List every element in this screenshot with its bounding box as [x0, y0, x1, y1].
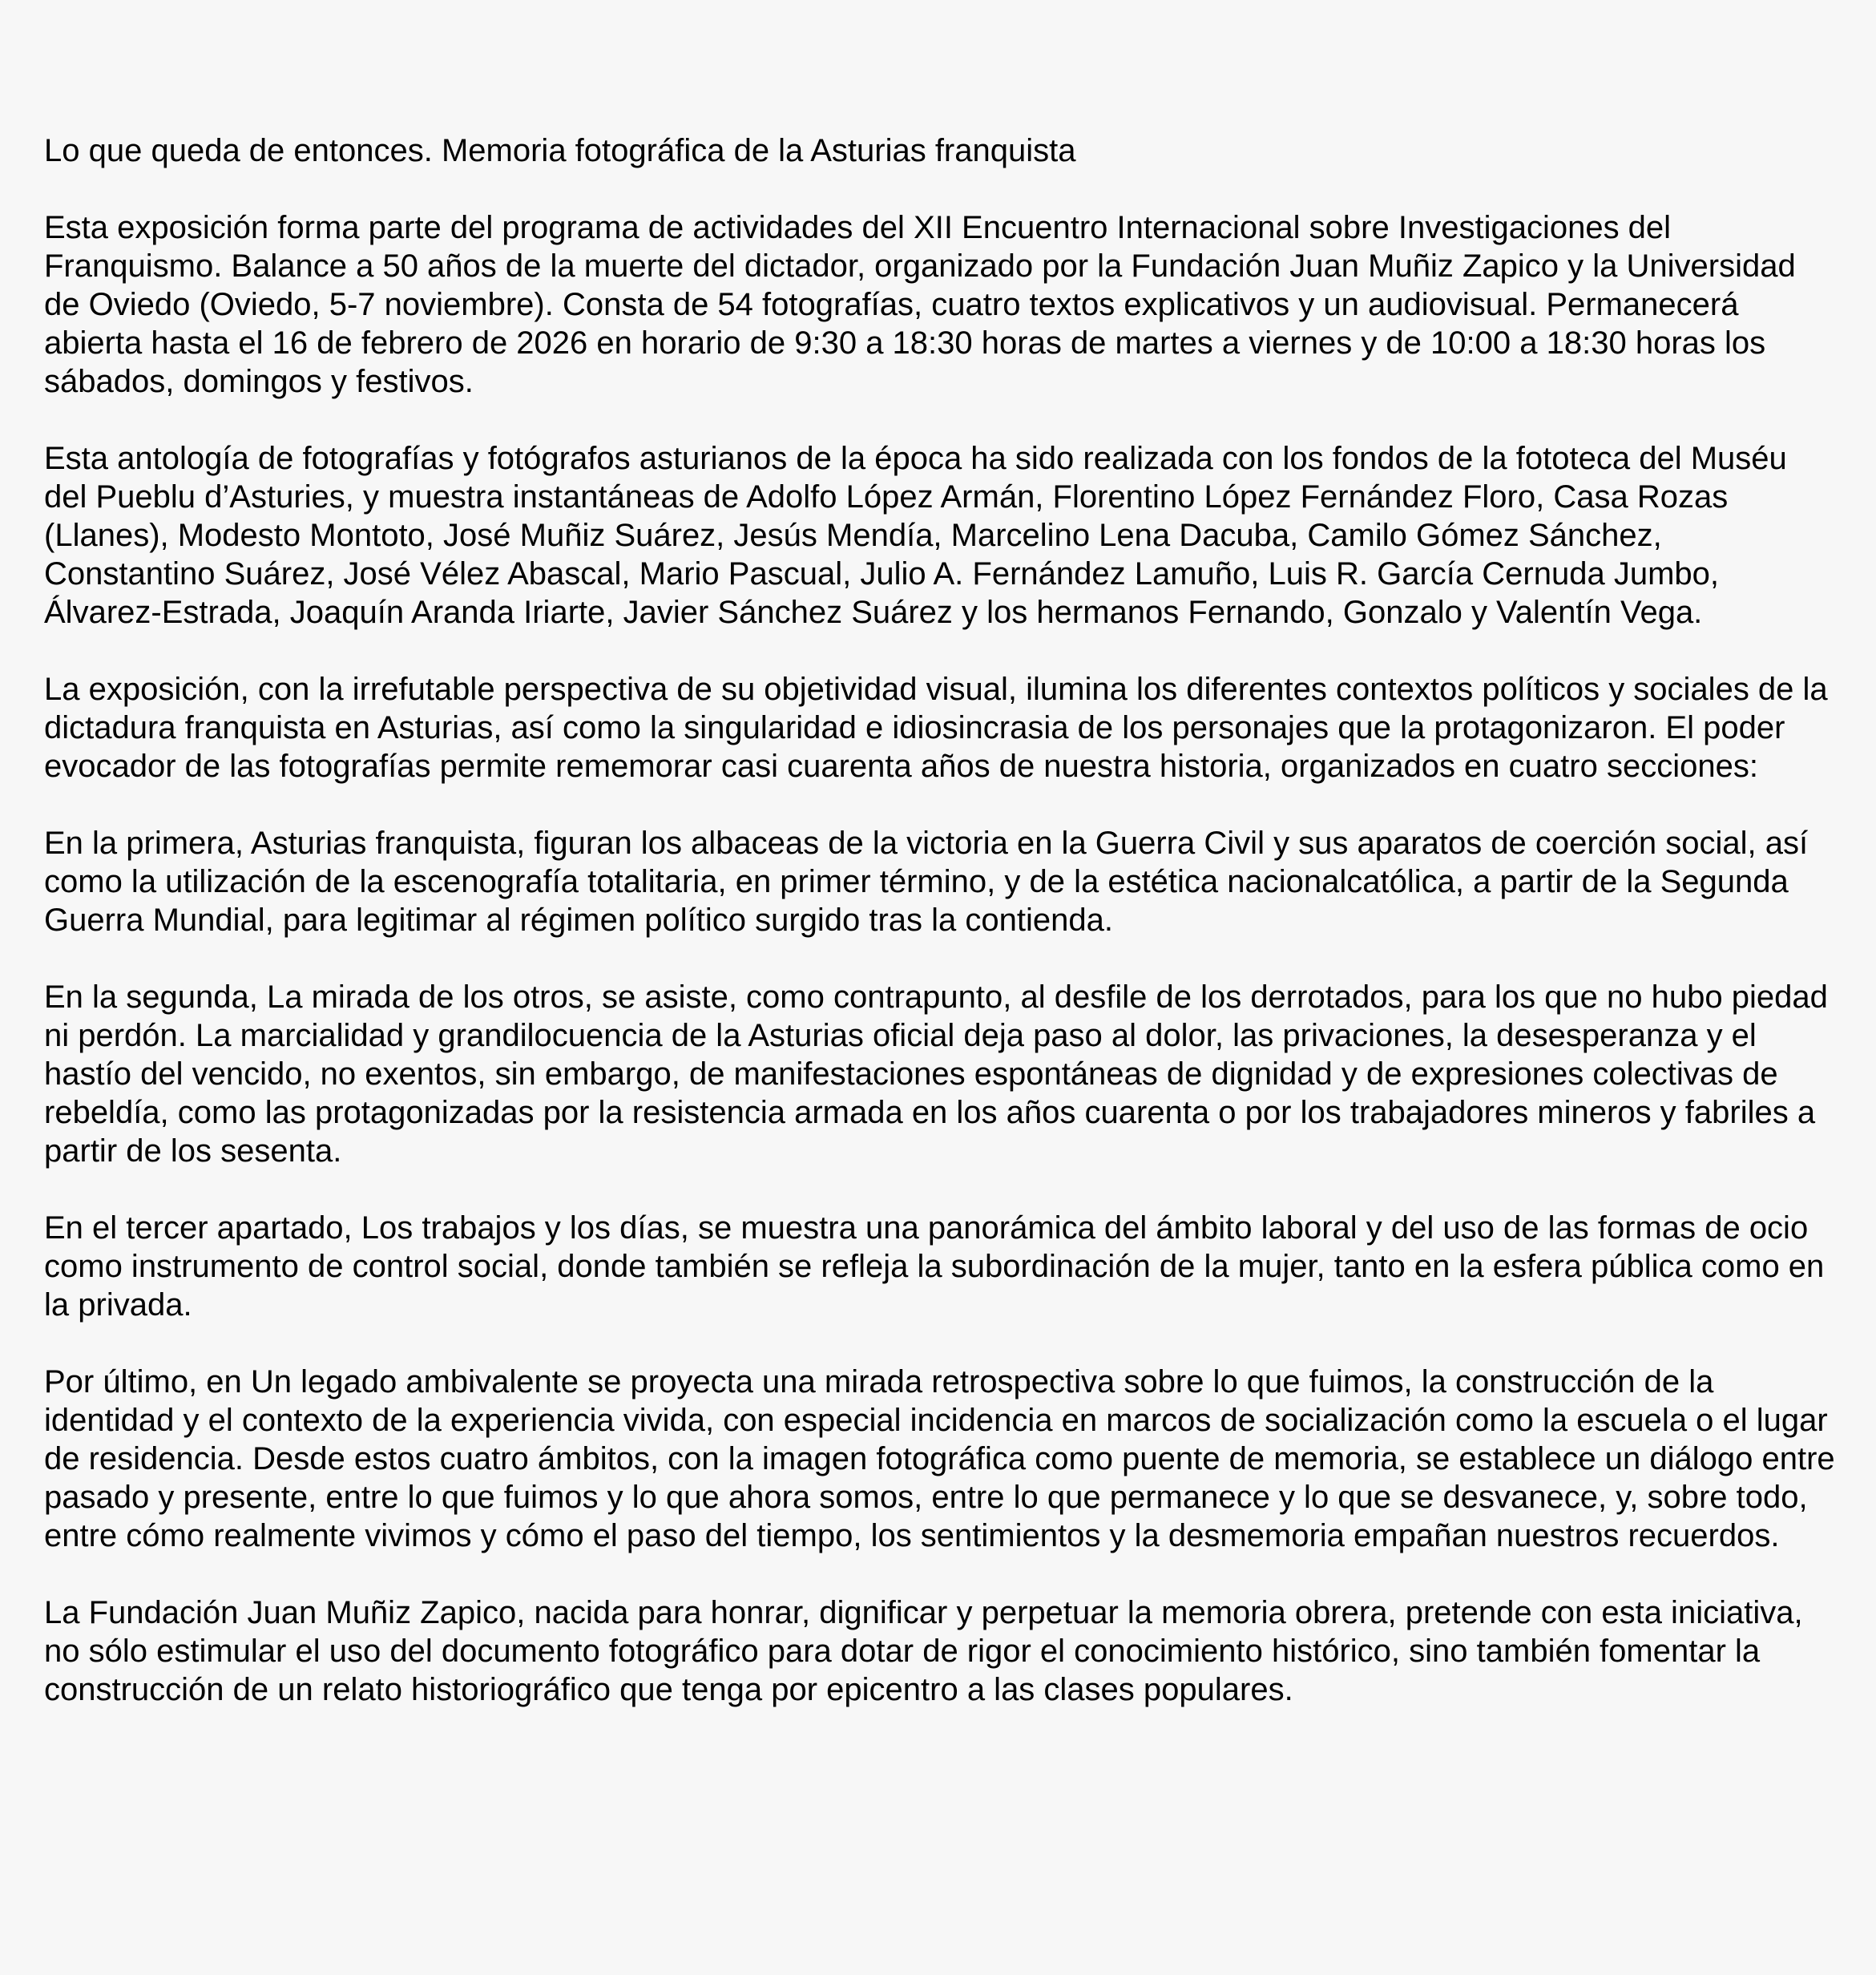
- paragraph-antologia-fotografos: Esta antología de fotografías y fotógrafos asturianos de la época ha sido realizada con los fondos de la fototeca del Muséu del Pueblu d’Asturies, y muestra instantáneas de Adolfo López Armán, Florentino López Fernández Floro, Casa Rozas (Llanes), Modesto Montoto, José Muñiz Suárez, Jesús Mendía, Marcelino Lena Dacuba, Camilo Gómez Sánchez, Constantino Suárez, José Vélez Abascal, Mario Pascual, Julio A. Fernández Lamuño, Luis R. García Cernuda Jumbo, Álvarez-Estrada, Joaquín Aranda Iriarte, Javier Sánchez Suárez y los hermanos Fernando, Gonzalo y Valentín Vega.: [44, 441, 1787, 630]
- paragraph-seccion-segunda: En la segunda, La mirada de los otros, se asiste, como contrapunto, al desfile de los derrotados, para los que no hubo piedad ni perdón. La marcialidad y grandilocuencia de la Asturias oficial deja paso al dolor, las privaciones, la desesperanza y el hastío del vencido, no exentos, sin embargo, de manifestaciones espontáneas de dignidad y de expresiones colectivas de rebeldía, como las protagonizadas por la resistencia armada en los años cuarenta o por los trabajadores mineros y fabriles a partir de los sesenta.: [44, 979, 1828, 1169]
- paragraph-exposicion-contextos: La exposición, con la irrefutable perspectiva de su objetividad visual, ilumina los diferentes contextos políticos y sociales de la dictadura franquista en Asturias, así como la singularidad e idiosincrasia de los personajes que la protagonizaron. El poder evocador de las fotografías permite rememorar casi cuarenta años de nuestra historia, organizados en cuatro secciones:: [44, 672, 1828, 784]
- paragraph-seccion-tercera: En el tercer apartado, Los trabajos y los días, se muestra una panorámica del ámbito laboral y del uso de las formas de ocio como instrumento de control social, donde también se refleja la subordinación de la mujer, tanto en la esfera pública como en la privada.: [44, 1210, 1825, 1323]
- paragraph-fundacion-cierre: La Fundación Juan Muñiz Zapico, nacida para honrar, dignificar y perpetuar la memoria obrera, pretende con esta iniciativa, no sólo estimular el uso del documento fotográfico para dotar de rigor el conocimiento histórico, sino también fomentar la construcción de un relato historiográfico que tenga por epicentro a las clases populares.: [44, 1595, 1803, 1707]
- document-title: Lo que queda de entonces. Memoria fotográfica de la Asturias franquista: [44, 133, 1076, 168]
- document-body-text: [44, 131, 1836, 1709]
- paragraph-seccion-cuarta: Por último, en Un legado ambivalente se proyecta una mirada retrospectiva sobre lo que fuimos, la construcción de la identidad y el contexto de la experiencia vivida, con especial incidencia en marcos de socialización como la escuela o el lugar de residencia. Desde estos cuatro ámbitos, con la imagen fotográfica como puente de memoria, se establece un diálogo entre pasado y presente, entre lo que fuimos y lo que ahora somos, entre lo que permanece y lo que se desvanece, y, sobre todo, entre cómo realmente vivimos y cómo el paso del tiempo, los sentimientos y la desmemoria empañan nuestros recuerdos.: [44, 1364, 1835, 1553]
- paragraph-seccion-primera: En la primera, Asturias franquista, figuran los albaceas de la victoria en la Guerra Civil y sus aparatos de coerción social, así como la utilización de la escenografía totalitaria, en primer término, y de la estética nacionalcatólica, a partir de la Segunda Guerra Mundial, para legitimar al régimen político surgido tras la contienda.: [44, 826, 1809, 938]
- paragraph-exposicion-info: Esta exposición forma parte del programa de actividades del XII Encuentro Internacional sobre Investigaciones del Franquismo. Balance a 50 años de la muerte del dictador, organizado por la Fundación Juan Muñiz Zapico y la Universidad de Oviedo (Oviedo, 5-7 noviembre). Consta de 54 fotografías, cuatro textos explicativos y un audiovisual. Permanecerá abierta hasta el 16 de febrero de 2026 en horario de 9:30 a 18:30 horas de martes a viernes y de 10:00 a 18:30 horas los sábados, domingos y festivos.: [44, 210, 1796, 399]
